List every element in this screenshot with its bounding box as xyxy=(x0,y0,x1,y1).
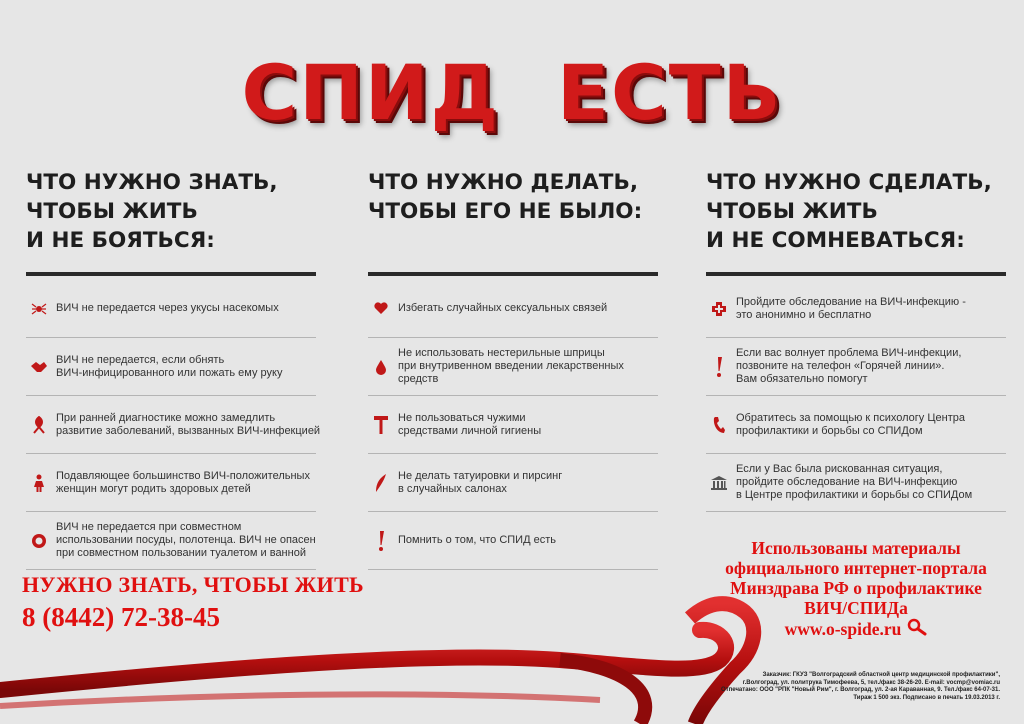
list-item-text xyxy=(394,412,541,438)
list-item-line: профилактики и борьбы со СПИДом xyxy=(736,424,923,437)
list-item-text xyxy=(394,470,562,496)
column-heading xyxy=(26,168,316,272)
spider-icon xyxy=(26,301,52,317)
slogan: НУЖНО ЗНАТЬ, ЧТОБЫ ЖИТЬ xyxy=(22,572,364,597)
sources-line: официального интернет-портала xyxy=(725,558,987,578)
list-item-line: Помнить о том, что СПИД есть xyxy=(398,534,556,546)
list-item-text xyxy=(732,412,965,438)
column-know xyxy=(26,168,321,570)
list-item-text xyxy=(52,470,310,496)
poster-title: СПИД ЕСТЬ xyxy=(241,48,783,137)
list-item xyxy=(368,280,658,338)
list-item-line: Не делать татуировки и пирсинг xyxy=(398,469,563,482)
list-item-text xyxy=(394,347,624,386)
list-item-text xyxy=(732,347,961,386)
list-item-line: женщин могут родить здоровых детей xyxy=(56,482,251,495)
slogan-block xyxy=(22,572,364,633)
list-item-line: пройдите обследование на ВИЧ-инфекцию xyxy=(736,476,958,488)
list-item-line: при внутривенном введении лекарственных xyxy=(398,360,624,372)
list-item-line: Не использовать нестерильные шприцы xyxy=(398,347,605,359)
exclamation-icon xyxy=(706,356,732,378)
list-item xyxy=(706,280,1006,338)
list-item xyxy=(26,396,321,454)
column-do xyxy=(368,168,658,570)
column-heading-line: ЧТО НУЖНО ЗНАТЬ, xyxy=(26,170,278,195)
razor-icon xyxy=(368,415,394,435)
list-item-line: ВИЧ не передается через укусы насекомых xyxy=(56,302,279,314)
list-item xyxy=(26,338,316,396)
list-item-line: Если у Вас была рискованная ситуация, xyxy=(736,463,943,475)
sources-line: Минздрава РФ о профилактике xyxy=(730,578,982,598)
list-item-text xyxy=(394,534,556,547)
list-item xyxy=(706,338,1006,396)
phone-icon xyxy=(706,416,732,434)
blood-drop-icon xyxy=(368,359,394,375)
magnifier-icon xyxy=(907,618,927,640)
list-item-line: Пройдите обследование на ВИЧ-инфекцию - xyxy=(736,295,966,308)
column-heading-line: И НЕ СОМНЕВАТЬСЯ: xyxy=(706,228,965,253)
list-item xyxy=(26,454,316,512)
heading-divider xyxy=(368,272,658,276)
website-link[interactable]: www.o-spide.ru xyxy=(784,619,902,639)
list-item xyxy=(368,454,658,512)
list-item-line: При ранней диагностике можно замедлить xyxy=(56,411,276,424)
list-item-line: в случайных салонах xyxy=(398,482,507,495)
column-heading-line: ЧТО НУЖНО СДЕЛАТЬ, xyxy=(706,170,992,195)
list-item-text xyxy=(52,302,279,315)
list-item-line: развитие заболеваний, вызванных ВИЧ-инфекцией xyxy=(56,424,321,437)
woman-icon xyxy=(26,474,52,492)
list-item-text xyxy=(52,412,320,438)
list-item-line: Обратитесь за помощью к психологу Центра xyxy=(736,411,965,424)
hotline-phone[interactable]: 8 (8442) 72-38-45 xyxy=(22,602,220,632)
list-item-line: ВИЧ-инфицированного или пожать ему руку xyxy=(56,366,283,379)
imprint-line: Отпечатано: ООО "РПК "Новый Рим", г. Волгоград, ул. 2-ая Караванная, 9. Тел./факс 64-07-31. xyxy=(721,687,1000,693)
list-item xyxy=(368,338,658,396)
list-item-text xyxy=(394,302,607,315)
list-item xyxy=(368,396,658,454)
list-item-line: Вам обязательно помогут xyxy=(736,373,868,385)
list-item-line: средств xyxy=(398,373,439,385)
imprint xyxy=(670,672,1000,702)
column-check xyxy=(706,168,1006,512)
imprint-line: Заказчик: ГКУЗ "Волгоградский областной центр медицинской профилактики", xyxy=(762,672,1000,678)
list-item-line: это анонимно и бесплатно xyxy=(736,308,872,321)
list-item-text xyxy=(52,521,316,560)
list-item-line: Если вас волнует проблема ВИЧ-инфекции, xyxy=(736,347,962,359)
list-item-line: ВИЧ не передается при совместном xyxy=(56,521,242,533)
ribbon-icon xyxy=(26,416,52,434)
exclamation-icon xyxy=(368,530,394,552)
sources-block xyxy=(706,538,1006,640)
list-item-line: использовании посуды, полотенца. ВИЧ не опасен xyxy=(56,534,316,546)
column-heading-line: И НЕ БОЯТЬСЯ: xyxy=(26,228,215,253)
list-item-line: ВИЧ не передается, если обнять xyxy=(56,353,225,366)
website-row xyxy=(706,618,1006,640)
list-item-text xyxy=(732,296,966,322)
list-item xyxy=(368,512,658,570)
building-icon xyxy=(706,475,732,491)
column-heading-line: ЧТО НУЖНО ДЕЛАТЬ, xyxy=(368,170,638,195)
list-item-text xyxy=(52,354,282,380)
list-item-line: Избегать случайных сексуальных связей xyxy=(398,302,608,314)
column-heading xyxy=(368,168,658,272)
feather-icon xyxy=(368,473,394,493)
list-item xyxy=(26,512,316,570)
list-item-line: в Центре профилактики и борьбы со СПИДом xyxy=(736,489,973,501)
heart-icon xyxy=(368,302,394,315)
sources-line: Использованы материалы xyxy=(751,538,961,558)
list-item xyxy=(26,280,316,338)
column-heading-line: ЧТОБЫ ЖИТЬ xyxy=(706,199,878,224)
list-item xyxy=(706,454,1006,512)
column-heading-line: ЧТОБЫ ЖИТЬ xyxy=(26,199,198,224)
heading-divider xyxy=(706,272,1006,276)
medical-cross-icon xyxy=(706,301,732,317)
column-heading-line: ЧТОБЫ ЕГО НЕ БЫЛО: xyxy=(368,199,643,224)
sources-line: ВИЧ/СПИДа xyxy=(804,598,908,618)
handshake-icon xyxy=(26,360,52,374)
list-item-line: Подавляющее большинство ВИЧ-положительных xyxy=(56,469,310,482)
imprint-line: г.Волгоград, ул. политрука Тимофеева, 5, тел./факс 38-26-20. E-mail: vocmp@vomiac.ru xyxy=(742,679,1000,686)
dish-icon xyxy=(26,533,52,549)
list-item-line: позвоните на телефон «Горячей линии». xyxy=(736,360,945,372)
column-heading xyxy=(706,168,1006,272)
list-item xyxy=(706,396,1006,454)
imprint-line: Тираж 1 500 экз. Подписано в печать 19.03.2013 г. xyxy=(853,694,1000,701)
list-item-line: Не пользоваться чужими xyxy=(398,411,526,424)
list-item-line: при совместном пользовании туалетом и ванной xyxy=(56,547,306,559)
list-item-text xyxy=(732,463,972,502)
list-item-line: средствами личной гигиены xyxy=(398,424,542,437)
heading-divider xyxy=(26,272,316,276)
